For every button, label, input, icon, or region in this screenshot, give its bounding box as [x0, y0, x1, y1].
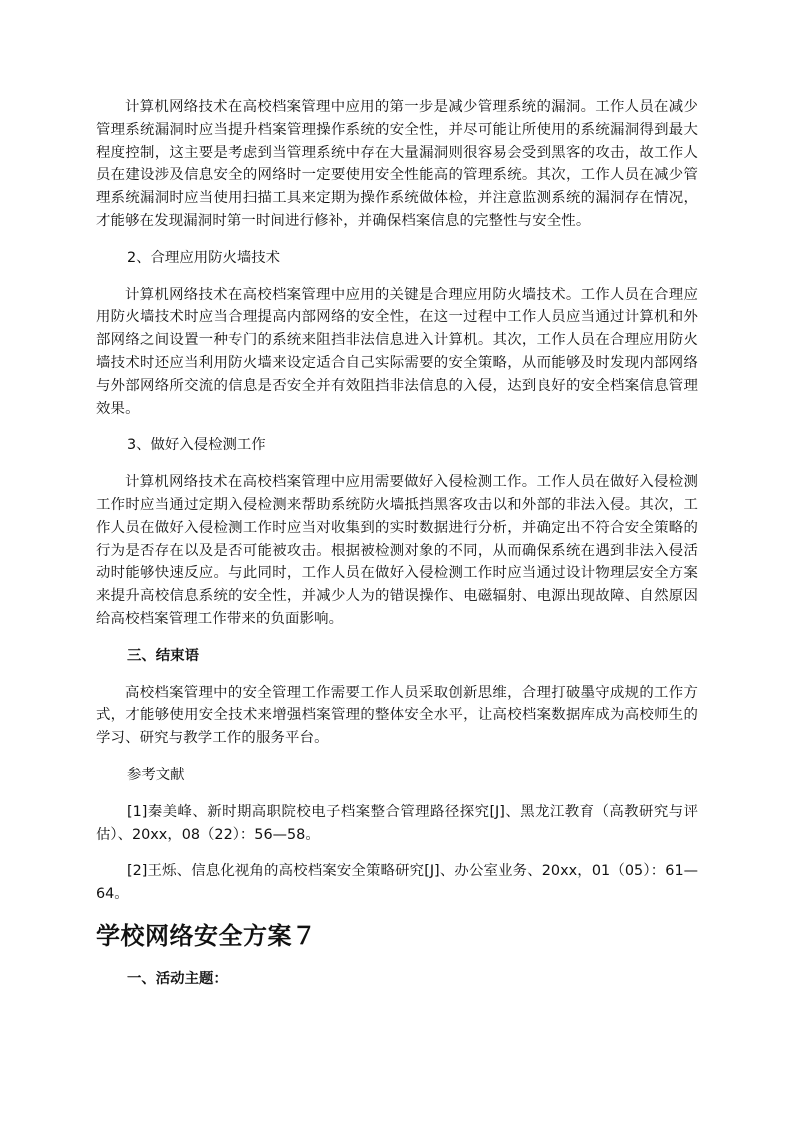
- subheading-firewall: 2、合理应用防火墙技术: [127, 249, 281, 266]
- document-page: [96, 96, 698, 991]
- paragraph-conclusion: 高校档案管理中的安全管理工作需要工作人员采取创新思维，合理打破墨守成规的工作方式，才能够使用安全技术来增强档案管理的整体安全水平，让高校档案数据库成为高校师生的学习、研究与教学工作的服务平台。: [96, 684, 698, 747]
- reference-item-2: [2]王烁、信息化视角的高校档案安全策略研究[J]、办公室业务、20xx，01（05）：61—64。: [96, 863, 698, 903]
- section-title: 学校网络安全方案７: [96, 920, 317, 950]
- reference-item-1: [1]秦美峰、新时期高职院校电子档案整合管理路径探究[J]、黑龙江教育（高教研究与评估）、20xx，08（22）：56—58。: [96, 803, 698, 843]
- subheading-intrusion-detection: 3、做好入侵检测工作: [127, 437, 266, 454]
- references-label: 参考文献: [127, 766, 185, 783]
- heading-activity-theme: 一、活动主题：: [127, 970, 228, 987]
- heading-conclusion: 三、结束语: [127, 647, 199, 664]
- paragraph-vulnerability: 计算机网络技术在高校档案管理中应用的第一步是减少管理系统的漏洞。工作人员在减少管理系统漏洞时应当提升档案管理操作系统的安全性，并尽可能让所使用的系统漏洞得到最大程度控制，这主要是考虑到当管理系统中存在大量漏洞则很容易会受到黑客的攻击，故工作人员在建设涉及信息安全的网络时一定要使用安全性能高的管理系统。其次，工作人员在减少管理系统漏洞时应当使用扫描工具来定期为操作系统做体检，并注意监测系统的漏洞存在情况，才能够在发现漏洞时第一时间进行修补，并确保档案信息的完整性与安全性。: [96, 99, 698, 229]
- paragraph-firewall: 计算机网络技术在高校档案管理中应用的关键是合理应用防火墙技术。工作人员在合理应用防火墙技术时应当合理提高内部网络的安全性，在这一过程中工作人员应当通过计算机和外部网络之间设置一种专门的系统来阻挡非法信息进入计算机。其次，工作人员在合理应用防火墙技术时还应当利用防火墙来设定适合自己实际需要的安全策略，从而能够及时发现内部网络与外部网络所交流的信息是否安全并有效阻挡非法信息的入侵，达到良好的安全档案信息管理效果。: [96, 286, 698, 417]
- paragraph-intrusion-detection: 计算机网络技术在高校档案管理中应用需要做好入侵检测工作。工作人员在做好入侵检测工作时应当通过定期入侵检测来帮助系统防火墙抵挡黑客攻击以和外部的非法入侵。其次，工作人员在做好入侵检测工作时应当对收集到的实时数据进行分析，并确定出不符合安全策略的行为是否存在以及是否可能被攻击。根据被检测对象的不同，从而确保系统在遇到非法入侵活动时能够快速反应。与此同时，工作人员在做好入侵检测工作时应当通过设计物理层安全方案来提升高校信息系统的安全性，并减少人为的错误操作、电磁辐射、电源出现故障、自然原因给高校档案管理工作带来的负面影响。: [96, 474, 698, 627]
